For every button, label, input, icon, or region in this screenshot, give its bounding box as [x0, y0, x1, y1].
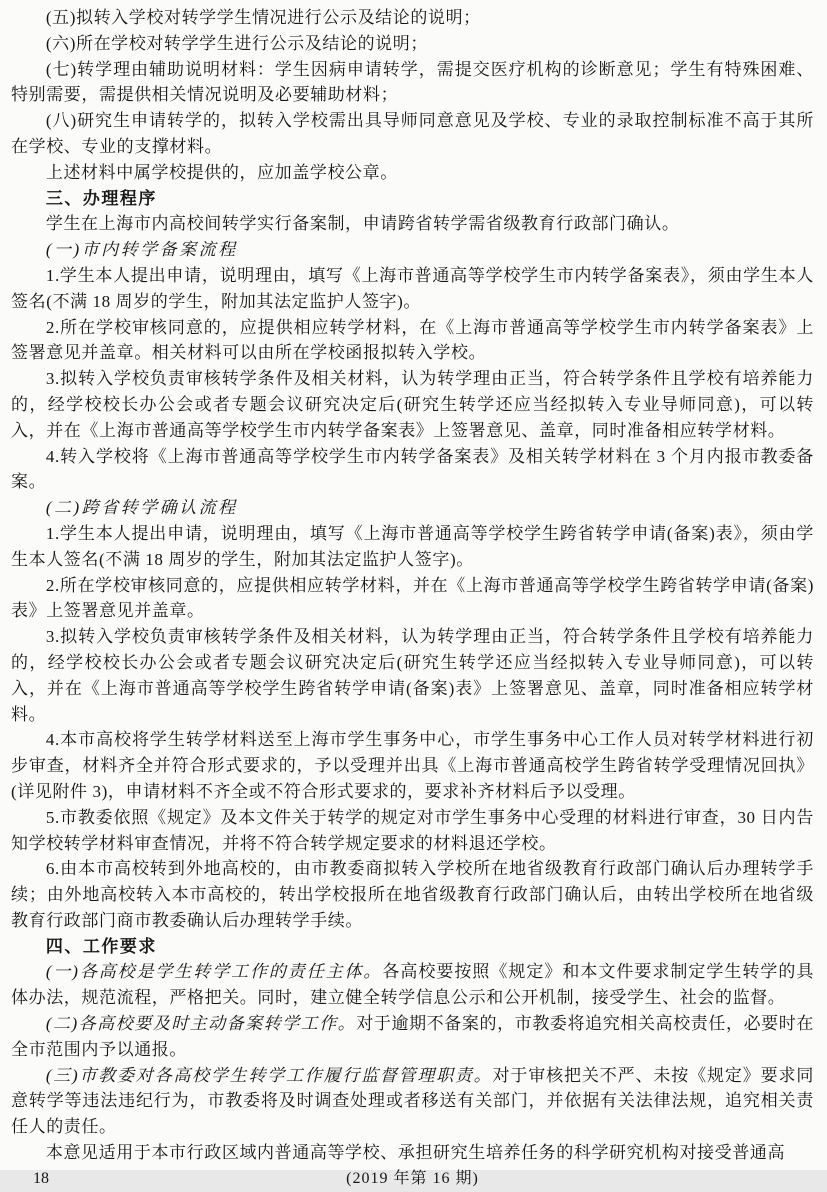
paragraph-text: 6.由本市高校转到外地高校的，由市教委商拟转入学校所在地省级教育行政部门确认后办理转学手续；由外地高校转入本市高校的，转出学校报所在地省级教育行政部门确认后，由转出学校所在地省级教育行政部门商市教委确认后办理转学手续。 — [11, 859, 814, 930]
paragraph — [11, 934, 814, 960]
paragraph-text: 2.所在学校审核同意的，应提供相应转学材料，在《上海市普通高等学校学生市内转学备案表》上签署意见并盖章。相关材料可以由所在学校函报拟转入学校。 — [11, 317, 814, 363]
paragraph — [11, 805, 814, 857]
document-body — [11, 5, 814, 1166]
paragraph-text: 四、工作要求 — [45, 936, 157, 956]
paragraph — [11, 263, 814, 315]
paragraph-text: 1.学生本人提出申请，说明理由，填写《上海市普通高等学校学生跨省转学申请(备案)表》，须由学生本人签名(不满 18 周岁的学生，附加其法定监护人签字)。 — [11, 523, 814, 569]
paragraph — [11, 366, 814, 443]
paragraph — [11, 57, 814, 109]
paragraph — [11, 31, 814, 57]
paragraph-text: 对于审核把关不严、未按《规定》要求同意转学等违法违纪行为，市教委将及时调查处理或者移送有关部门，并依据有关法律法规，追究相关责任人的责任。 — [11, 1065, 814, 1137]
paragraph-text: 本意见适用于本市行政区域内普通高等学校、承担研究生培养任务的科学研究机构对接受普通高 — [45, 1143, 786, 1163]
paragraph — [11, 5, 814, 31]
paragraph-text: 上述材料中属学校提供的，应加盖学校公章。 — [45, 162, 398, 182]
paragraph — [11, 237, 814, 263]
paragraph-text: (五)拟转入学校对转学学生情况进行公示及结论的说明； — [45, 8, 481, 27]
paragraph-text: 各高校要按照《规定》和本文件要求制定学生转学的具体办法，规范流程，严格把关。同时，建立健全转学信息公示和公开机制，接受学生、社会的监督。 — [11, 962, 814, 1008]
paragraph — [11, 211, 814, 237]
page-number: 18 — [33, 1169, 49, 1187]
paragraph — [11, 624, 814, 727]
paragraph — [11, 315, 814, 367]
paragraph-text: (八)研究生申请转学的，拟转入学校需出具导师同意意见及学校、专业的录取控制标准不高于其所在学校、专业的支撑材料。 — [11, 111, 814, 156]
paragraph — [11, 856, 814, 933]
paragraph-lead: (二)各高校要及时主动备案转学工作。 — [45, 1014, 357, 1034]
paragraph — [11, 1063, 814, 1140]
paragraph-lead: (一)各高校是学生转学工作的责任主体。 — [45, 962, 383, 982]
issue-label: (2019 年第 16 期) — [346, 1169, 479, 1187]
paragraph — [11, 1011, 814, 1063]
paragraph — [11, 573, 814, 625]
paragraph — [11, 495, 814, 521]
paragraph-text: (一)市内转学备案流程 — [45, 240, 238, 260]
paragraph-text: 4.本市高校将学生转学材料送至上海市学生事务中心，市学生事务中心工作人员对转学材料进行初步审查，材料齐全并符合形式要求的，予以受理并出具《上海市普通高校学生跨省转学受理情况回执》(详见附件 3)，申请材料不齐全或不符合形式要求的，要求补齐材料后予以受理。 — [11, 730, 814, 801]
paragraph-text: 三、办理程序 — [45, 188, 157, 208]
paragraph-text: (二)跨省转学确认流程 — [45, 498, 238, 518]
paragraph-text: (六)所在学校对转学学生进行公示及结论的说明； — [45, 33, 428, 53]
paragraph-text: 4.转入学校将《上海市普通高等学校学生市内转学备案表》及相关转学材料在 3 个月内报市教委备案。 — [11, 446, 814, 492]
paragraph-text: 2.所在学校审核同意的，应提供相应转学材料，并在《上海市普通高等学校学生跨省转学申请(备案)表》上签署意见并盖章。 — [11, 575, 814, 621]
paragraph-text: 5.市教委依照《规定》及本文件关于转学的规定对市学生事务中心受理的材料进行审查，30 日内告知学校转学材料审查情况，并将不符合转学规定要求的材料退还学校。 — [11, 807, 814, 853]
paragraph-text: 学生在上海市内高校间转学实行备案制，申请跨省转学需省级教育行政部门确认。 — [45, 214, 680, 234]
paragraph — [11, 727, 814, 804]
paragraph-text: 对于逾期不备案的，市教委将追究相关高校责任，必要时在全市范围内予以通报。 — [11, 1014, 814, 1059]
paragraph — [11, 521, 814, 573]
paragraph — [11, 1140, 814, 1166]
paragraph — [11, 444, 814, 496]
paragraph — [11, 108, 814, 160]
paragraph-text: 3.拟转入学校负责审核转学条件及相关材料，认为转学理由正当，符合转学条件且学校有培养能力的，经学校校长办公会或者专题会议研究决定后(研究生转学还应当经拟转入专业导师同意)，可以转入，并在《上海市普通高等学校学生跨省转学申请(备案)表》上签署意见、盖章，同时准备相应转学材料。 — [11, 627, 814, 724]
paragraph-lead: (三)市教委对各高校学生转学工作履行监督管理职责。 — [45, 1065, 493, 1085]
paragraph — [11, 186, 814, 212]
paragraph-text: 3.拟转入学校负责审核转学条件及相关材料，认为转学理由正当，符合转学条件且学校有培养能力的，经学校校长办公会或者专题会议研究决定后(研究生转学还应当经拟转入专业导师同意)，可以转入，并在《上海市普通高等学校学生市内转学备案表》上签署意见、盖章，同时准备相应转学材料。 — [11, 369, 814, 440]
paragraph-text: 1.学生本人提出申请，说明理由，填写《上海市普通高等学校学生市内转学备案表》，须由学生本人签名(不满 18 周岁的学生，附加其法定监护人签字)。 — [11, 265, 814, 311]
paragraph — [11, 959, 814, 1011]
paragraph-text: (七)转学理由辅助说明材料：学生因病申请转学，需提交医疗机构的诊断意见；学生有特殊困难、特别需要，需提供相关情况说明及必要辅助材料； — [11, 59, 814, 105]
page-footer — [11, 1166, 814, 1192]
paragraph — [11, 160, 814, 186]
